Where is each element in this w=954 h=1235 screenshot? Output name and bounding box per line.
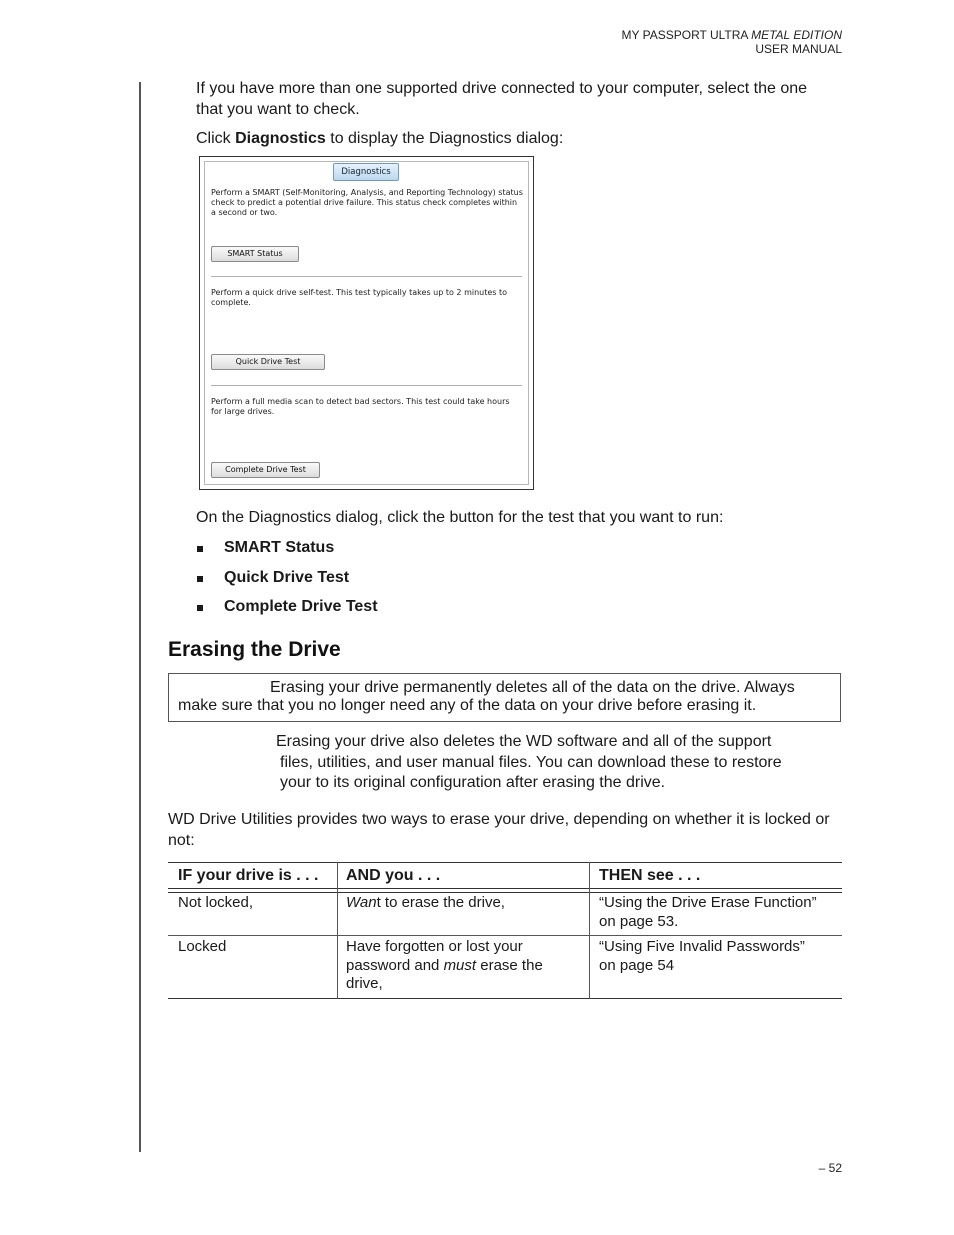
table-header-then: THEN see . . . [599, 867, 701, 884]
quick-drive-test-button[interactable]: Quick Drive Test [211, 354, 325, 370]
table-cell: “Using the Drive Erase Function” on page 53. [599, 894, 817, 930]
click-diagnostics-paragraph: Click Diagnostics to display the Diagnostics dialog: [196, 130, 564, 147]
table-cell: “Using Five Invalid Passwords” on page 54 [599, 938, 805, 974]
run-instruction-paragraph: On the Diagnostics dialog, click the button for the test that you want to run: [196, 509, 724, 526]
header-title: MY PASSPORT ULTRA METAL EDITION [621, 28, 842, 42]
bullet-icon [197, 546, 203, 552]
table-header-if: IF your drive is . . . [178, 867, 319, 884]
dialog-separator [211, 385, 522, 386]
list-item: SMART Status [197, 538, 378, 568]
smart-status-button[interactable]: SMART Status [211, 246, 299, 262]
diagnostics-dialog [204, 161, 529, 485]
header-edition: METAL EDITION [751, 28, 842, 42]
dialog-separator [211, 276, 522, 277]
table-column-divider [589, 862, 590, 999]
caution-text: Erasing your drive permanently deletes all of the data on the drive. Always make sure that you no longer need any of the data on your drive before erasing it. [178, 679, 795, 714]
section-title: Erasing the Drive [168, 638, 341, 661]
margin-rule [139, 82, 141, 1152]
bullet-icon [197, 576, 203, 582]
page-number: – 52 [818, 1161, 842, 1175]
table-cell: Want to erase the drive, [346, 894, 505, 911]
complete-test-description: Perform a full media scan to detect bad sectors. This test could take hours for large drives. [211, 397, 510, 416]
quick-test-description: Perform a quick drive self-test. This test typically takes up to 2 minutes to complete. [211, 288, 508, 307]
list-item: Complete Drive Test [197, 597, 378, 627]
table-cell: Have forgotten or lost your password and must erase the drive, [346, 938, 543, 992]
caution-box [168, 673, 841, 722]
list-item: Quick Drive Test [197, 568, 378, 598]
table-header-and: AND you . . . [346, 867, 441, 884]
diagnostics-tab[interactable]: Diagnostics [333, 163, 399, 181]
table-rule [168, 862, 842, 863]
diagnostics-dialog-figure [199, 156, 534, 490]
table-rule [168, 888, 842, 889]
header-subtitle: USER MANUAL [755, 42, 842, 56]
table-cell: Not locked, [178, 894, 254, 911]
table-rule [168, 935, 842, 936]
smart-description: Perform a SMART (Self-Monitoring, Analysis, and Reporting Technology) status check to predict a potential drive failure. This status check completes within a second or two. [211, 188, 523, 217]
select-drive-paragraph: If you have more than one supported drive connected to your computer, select the one that you want to check. [196, 80, 808, 118]
ways-intro-paragraph: WD Drive Utilities provides two ways to erase your drive, depending on whether it is locked or not: [168, 811, 830, 849]
table-column-divider [337, 862, 338, 999]
bullet-icon [197, 605, 203, 611]
test-options-list [197, 538, 378, 627]
table-cell: Locked [178, 938, 227, 955]
table-rule [168, 892, 842, 893]
running-header [621, 28, 842, 56]
table-rule [168, 998, 842, 999]
complete-drive-test-button[interactable]: Complete Drive Test [211, 462, 320, 478]
diagnostics-term: Diagnostics [235, 130, 326, 147]
note-text: Erasing your drive also deletes the WD software and all of the support files, utilities, and user manual files. You can download these to restore your to its original configuration after erasing the drive. [276, 733, 782, 791]
